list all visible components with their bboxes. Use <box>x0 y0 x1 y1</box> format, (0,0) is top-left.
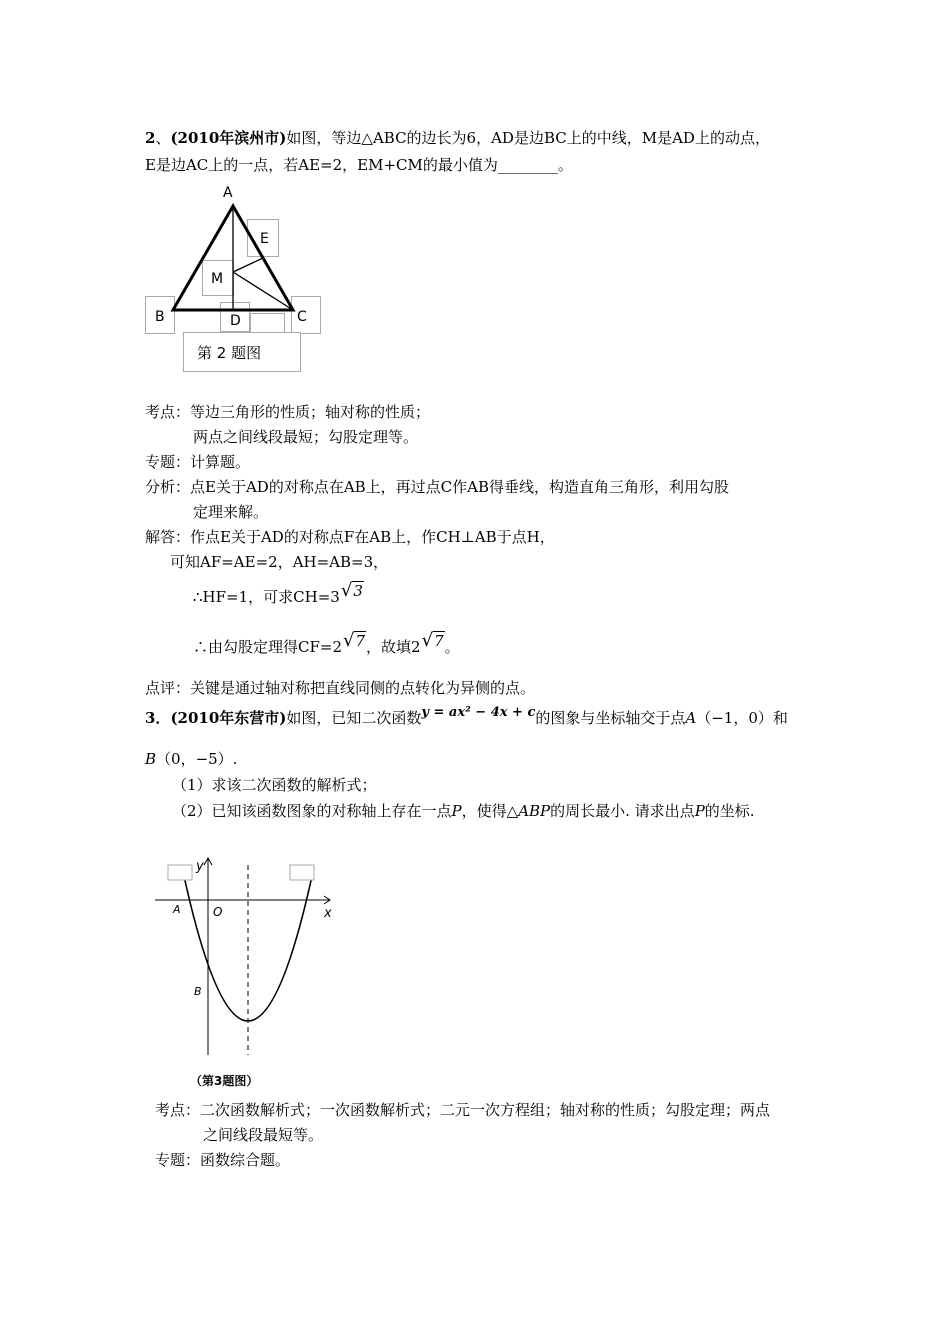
fig3-label-b: B <box>194 985 202 998</box>
fig2-label-b: B <box>155 309 165 325</box>
label-box-right <box>290 865 314 880</box>
parabola-curve <box>182 867 314 1021</box>
problem2-text-line2: E是边AC上的一点，若AE=2，EM+CM的最小值为________。 <box>145 156 573 174</box>
problem3-point-b: B <box>145 750 157 768</box>
problem3-q2-a: （2）已知该函数图象的对称轴上存在一点 <box>172 802 452 820</box>
p2-dianping-label: 点评： <box>145 679 191 697</box>
fig3-caption: （第3题图） <box>190 1074 259 1088</box>
problem2-line1 <box>145 127 770 148</box>
p3-zhuanti <box>155 1149 290 1170</box>
problem3-number: 3． <box>145 709 171 727</box>
p2-jieda-line2: 可知AF=AE=2，AH=AB=3， <box>170 553 389 571</box>
p2-jieda-label: 解答： <box>145 528 191 546</box>
p2-fenxi-line1 <box>145 476 729 497</box>
parabola-figure <box>150 855 340 1095</box>
p3-kaodian-label: 考点： <box>155 1101 201 1119</box>
problem2-text-line1: 如图，等边△ABC的边长为6，AD是边BC上的中线，M是AD上的动点， <box>286 129 770 147</box>
label-box-left <box>168 865 192 880</box>
problem2-source: (2010年滨州市) <box>170 129 287 147</box>
p2-kaodian-line2: 两点之间线段最短；勾股定理等。 <box>193 428 419 446</box>
p3-zhuanti-text: 函数综合题。 <box>200 1151 291 1169</box>
p2-kaodian-line1 <box>145 401 430 422</box>
parabola-drawing <box>150 855 340 1095</box>
p3-kaodian-text1: 二次函数解析式；一次函数解析式；二元一次方程组；轴对称的性质；勾股定理；两点 <box>200 1101 771 1119</box>
sqrt-7-b-value: 7 <box>434 632 444 650</box>
p2-jieda-text4b: ，故填2 <box>366 638 421 656</box>
problem3-point-a: A <box>685 709 697 727</box>
fig2-label-c: C <box>297 309 307 325</box>
p3-kaodian-line2: 之间线段最短等。 <box>203 1126 324 1144</box>
problem3-q2-c: 的周长最小. 请求出点 <box>550 802 695 820</box>
fig2-label-d: D <box>230 313 241 329</box>
problem3-q2 <box>172 800 755 821</box>
problem3-text-a: 如图，已知二次函数 <box>286 709 422 727</box>
problem3-coord-b: （0，−5）. <box>156 750 238 768</box>
p2-jieda-text3: ∴HF=1，可求CH=3 <box>193 588 340 606</box>
p2-jieda-line3 <box>193 580 364 607</box>
triangle-figure <box>145 180 325 375</box>
problem2-number: 2 <box>145 129 156 147</box>
fig3-label-o: O <box>213 905 223 919</box>
problem3-text-b: 的图象与坐标轴交于点 <box>535 709 686 727</box>
p2-jieda-line1 <box>145 526 555 547</box>
sqrt-3: √3 <box>340 580 363 601</box>
problem3-line1 <box>145 707 788 728</box>
problem3-coord-a: （−1，0）和 <box>696 709 788 727</box>
fig2-label-a: A <box>223 185 233 201</box>
p2-kaodian-text1: 等边三角形的性质；轴对称的性质； <box>190 403 431 421</box>
problem3-source: (2010年东营市) <box>170 709 287 727</box>
segment-mc <box>233 272 293 310</box>
p3-kaodian-line1 <box>155 1099 770 1120</box>
p2-jieda-text1: 作点E关于AD的对称点F在AB上，作CH⊥AB于点H， <box>190 528 555 546</box>
p2-fenxi-label: 分析： <box>145 478 191 496</box>
p2-jieda-text4a: ∴由勾股定理得CF=2 <box>193 638 342 656</box>
fig3-label-a: A <box>173 903 181 916</box>
sqrt-7-b: √7 <box>421 630 444 651</box>
p3-zhuanti-label: 专题： <box>155 1151 201 1169</box>
problem3-q2-p2: P <box>694 802 705 820</box>
p2-jieda-text4c: 。 <box>444 638 460 656</box>
sqrt-7-a-value: 7 <box>355 632 366 650</box>
sqrt-7-a: √7 <box>343 630 366 651</box>
problem3-q2-p: P <box>451 802 462 820</box>
problem3-formula: y = ax² − 4x + c <box>421 705 536 720</box>
problem3-line2 <box>145 748 237 769</box>
problem3-q1: （1）求该二次函数的解析式； <box>172 776 377 794</box>
p2-zhuanti <box>145 451 250 472</box>
p2-dianping <box>145 677 535 698</box>
fig2-caption: 第 2 题图 <box>197 344 262 362</box>
problem3-q2-abp: ABP <box>518 802 551 820</box>
sqrt-3-value: 3 <box>353 582 363 600</box>
p2-kaodian-label: 考点： <box>145 403 191 421</box>
problem2-separator: 、 <box>155 129 171 147</box>
p2-zhuanti-label: 专题： <box>145 453 191 471</box>
p2-zhuanti-text: 计算题。 <box>190 453 251 471</box>
p2-jieda-line4 <box>193 630 460 657</box>
p2-dianping-text: 关键是通过轴对称把直线同侧的点转化为异侧的点。 <box>190 679 536 697</box>
fig3-label-y: y <box>196 859 204 874</box>
fig2-label-e: E <box>260 231 269 247</box>
segment-me <box>233 258 263 272</box>
fig2-label-m: M <box>211 271 224 287</box>
p2-fenxi-line2: 定理来解。 <box>193 503 269 521</box>
problem3-q2-b: ，使得△ <box>461 802 519 820</box>
fig3-label-x: x <box>324 906 332 921</box>
p2-fenxi-text1: 点E关于AD的对称点在AB上，再过点C作AB得垂线，构造直角三角形，利用勾股 <box>190 478 730 496</box>
problem3-q2-d: 的坐标. <box>704 802 755 820</box>
